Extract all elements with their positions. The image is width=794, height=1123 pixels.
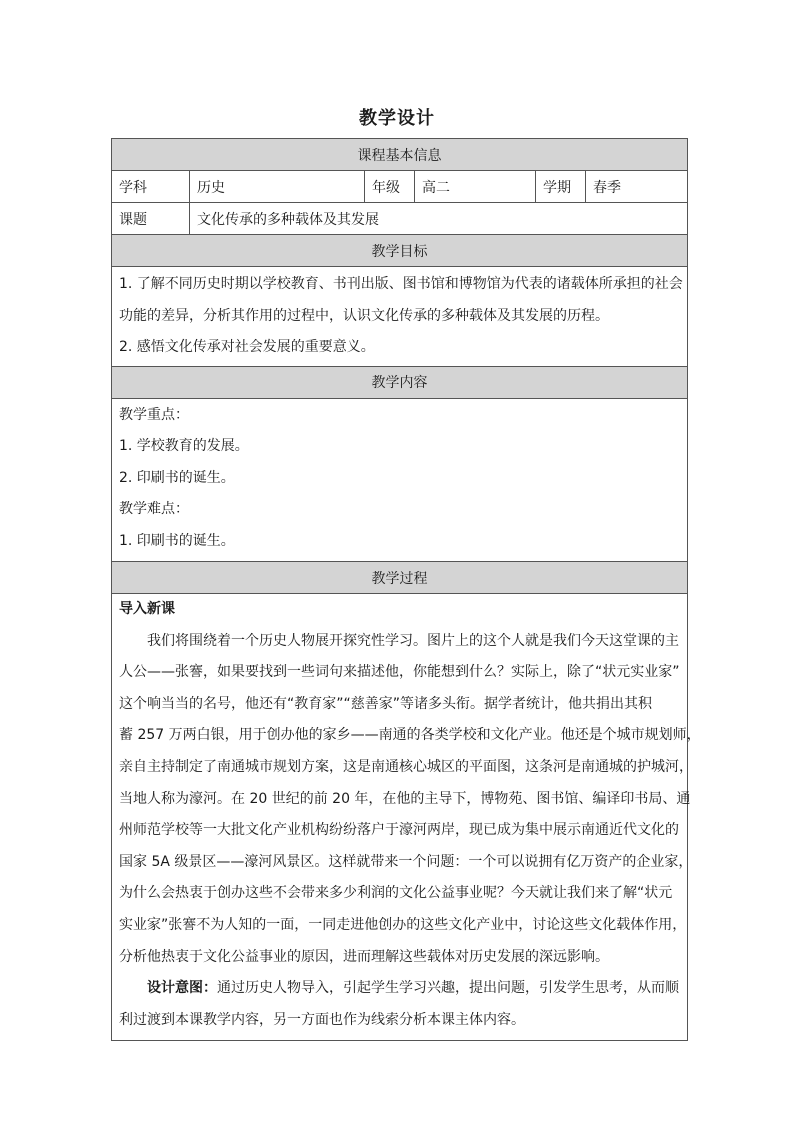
design-intent-label: 设计意图： [147, 980, 217, 997]
paragraph-line: 人公——张謇，如果要找到一些词句来描述他，你能想到什么？实际上，除了“状元实业家” [119, 664, 680, 681]
design-intent-text: 通过历史人物导入，引起学生学习兴趣，提出问题，引发学生思考，从而顺 [217, 980, 679, 997]
objective-line: 功能的差异，分析其作用的过程中，认识文化传承的多种载体及其发展的历程。 [119, 307, 609, 324]
subject-label: 学科 [112, 171, 190, 203]
objective-line: 2. 感悟文化传承对社会发展的重要意义。 [119, 339, 375, 355]
basic-info-header: 课程基本信息 [112, 139, 688, 171]
paragraph-line: 当地人称为濠河。在 20 世纪的前 20 年，在他的主导下，博物苑、图书馆、编译印书局、通 [119, 790, 691, 807]
document-title: 教学设计 [359, 108, 435, 129]
paragraph-line: 为什么会热衷于创办这些不会带来多少利润的文化公益事业呢？今天就让我们来了解“状元 [119, 885, 673, 902]
objectives-header: 教学目标 [112, 235, 688, 267]
process-body [112, 594, 701, 1041]
content-body [112, 398, 688, 562]
subject-value: 历史 [190, 171, 365, 203]
objective-line: 1. 了解不同历史时期以学校教育、书刊出版、图书馆和博物馆为代表的诸载体所承担的社会 [119, 276, 683, 292]
lesson-plan-table [111, 138, 701, 1041]
design-intent-line: 利过渡到本课教学内容，另一方面也作为线索分析本课主体内容。 [119, 1011, 525, 1028]
paragraph-line: 亲自主持制定了南通城市规划方案，这是南通核心城区的平面图，这条河是南通城的护城河， [119, 758, 693, 775]
term-label: 学期 [536, 171, 586, 203]
content-header: 教学内容 [112, 366, 688, 398]
section-title: 导入新课 [119, 601, 175, 617]
paragraph-line: 实业家”张謇不为人知的一面，一同走进他创办的这些文化产业中，讨论这些文化载体作用， [119, 916, 687, 933]
content-line: 1. 学校教育的发展。 [119, 438, 249, 454]
content-line: 教学重点： [119, 406, 189, 423]
paragraph-line: 国家 5A 级景区——濠河风景区。这样就带来一个问题：一个可以说拥有亿万资产的企业家， [119, 853, 693, 870]
grade-label: 年级 [365, 171, 415, 203]
process-header: 教学过程 [112, 562, 688, 594]
objectives-body [112, 267, 688, 367]
paragraph-line: 州师范学校等一大批文化产业机构纷纷落户于濠河两岸，现已成为集中展示南通近代文化的 [119, 822, 679, 839]
term-value: 春季 [586, 171, 688, 203]
paragraph-line: 这个响当当的名号，他还有“教育家”“慈善家”等诸多头衔。据学者统计，他共捐出其积 [119, 695, 653, 712]
content-line: 1. 印刷书的诞生。 [119, 532, 235, 549]
paragraph-line: 我们将围绕着一个历史人物展开探究性学习。图片上的这个人就是我们今天这堂课的主 [147, 632, 679, 649]
paragraph-line: 蓄 257 万两白银，用于创办他的家乡——南通的各类学校和文化产业。他还是个城市规划师， [119, 727, 701, 744]
grade-value: 高二 [415, 171, 536, 203]
content-line: 教学难点： [119, 501, 189, 517]
topic-value: 文化传承的多种载体及其发展 [190, 203, 688, 235]
content-line: 2. 印刷书的诞生。 [119, 469, 235, 486]
design-intent-line [119, 973, 680, 1005]
topic-label: 课题 [112, 203, 190, 235]
paragraph-line: 分析他热衷于文化公益事业的原因，进而理解这些载体对历史发展的深远影响。 [119, 948, 609, 965]
